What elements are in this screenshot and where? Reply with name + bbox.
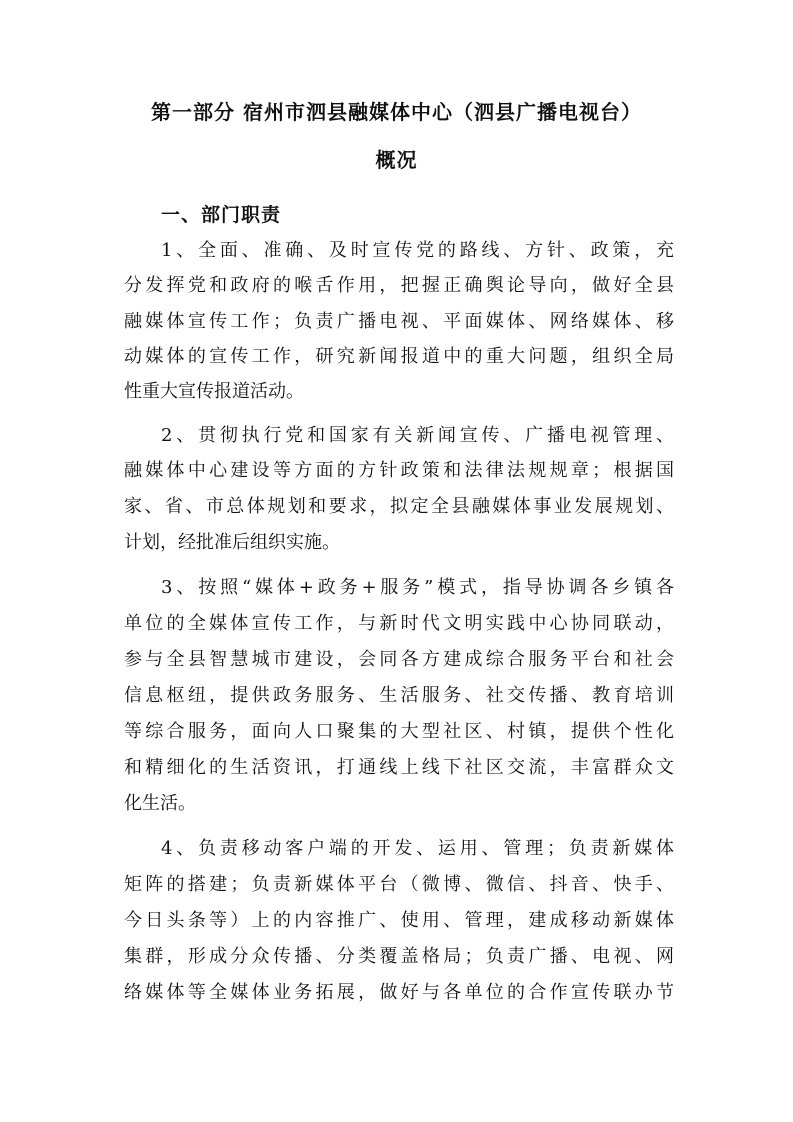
paragraph-2-line: 计划，经批准后组织实施。: [124, 532, 340, 553]
section-heading: 一、部门职责: [161, 204, 282, 226]
paragraph-4-line: 络媒体等全媒体业务拓展，做好与各单位的合作宣传联办节: [124, 982, 674, 1003]
paragraph-4-line: 矩阵的搭建；负责新媒体平台（微博、微信、抖音、快手、: [124, 874, 674, 895]
paragraph-3-line: 参与全县智慧城市建设，会同各方建成综合服务平台和社会: [124, 649, 674, 670]
paragraph-4-line: 今日头条等）上的内容推广、使用、管理，建成移动新媒体: [124, 910, 674, 931]
paragraph-2-line: 家、省、市总体规划和要求，拟定全县融媒体事业发展规划、: [124, 496, 674, 517]
paragraph-3-line: 单位的全媒体宣传工作，与新时代文明实践中心协同联动，: [124, 613, 674, 634]
paragraph-1-line: 分发挥党和政府的喉舌作用，把握正确舆论导向，做好全县: [124, 275, 674, 296]
paragraph-4-line: 集群，形成分众传播、分类覆盖格局；负责广播、电视、网: [124, 946, 674, 967]
paragraph-3-line: 和精细化的生活资讯，打通线上线下社区交流，丰富群众文: [124, 757, 674, 778]
paragraph-3-line: 3、按照“媒体+政务+服务”模式，指导协调各乡镇各: [161, 577, 674, 598]
paragraph-1-line: 1、全面、准确、及时宣传党的路线、方针、政策，充: [161, 240, 674, 261]
paragraph-2-line: 融媒体中心建设等方面的方针政策和法律法规规章；根据国: [124, 460, 674, 481]
paragraph-3-line: 等综合服务，面向人口聚集的大型社区、村镇，提供个性化: [124, 721, 674, 742]
document-title-continued: 概况: [375, 148, 418, 172]
paragraph-1-line: 性重大宣传报道活动。: [124, 381, 304, 402]
paragraph-3-line: 信息枢纽，提供政务服务、生活服务、社交传播、教育培训: [124, 685, 674, 706]
document-title: 第一部分 宿州市泗县融媒体中心（泗县广播电视台）: [151, 100, 642, 124]
paragraph-4-line: 4、负责移动客户端的开发、运用、管理；负责新媒体: [161, 838, 674, 859]
paragraph-1-line: 融媒体宣传工作；负责广播电视、平面媒体、网络媒体、移: [124, 311, 674, 332]
paragraph-2-line: 2、贯彻执行党和国家有关新闻宣传、广播电视管理、: [161, 425, 674, 446]
paragraph-1-line: 动媒体的宣传工作，研究新闻报道中的重大问题，组织全局: [124, 346, 674, 367]
paragraph-3-line: 化生活。: [124, 793, 196, 814]
